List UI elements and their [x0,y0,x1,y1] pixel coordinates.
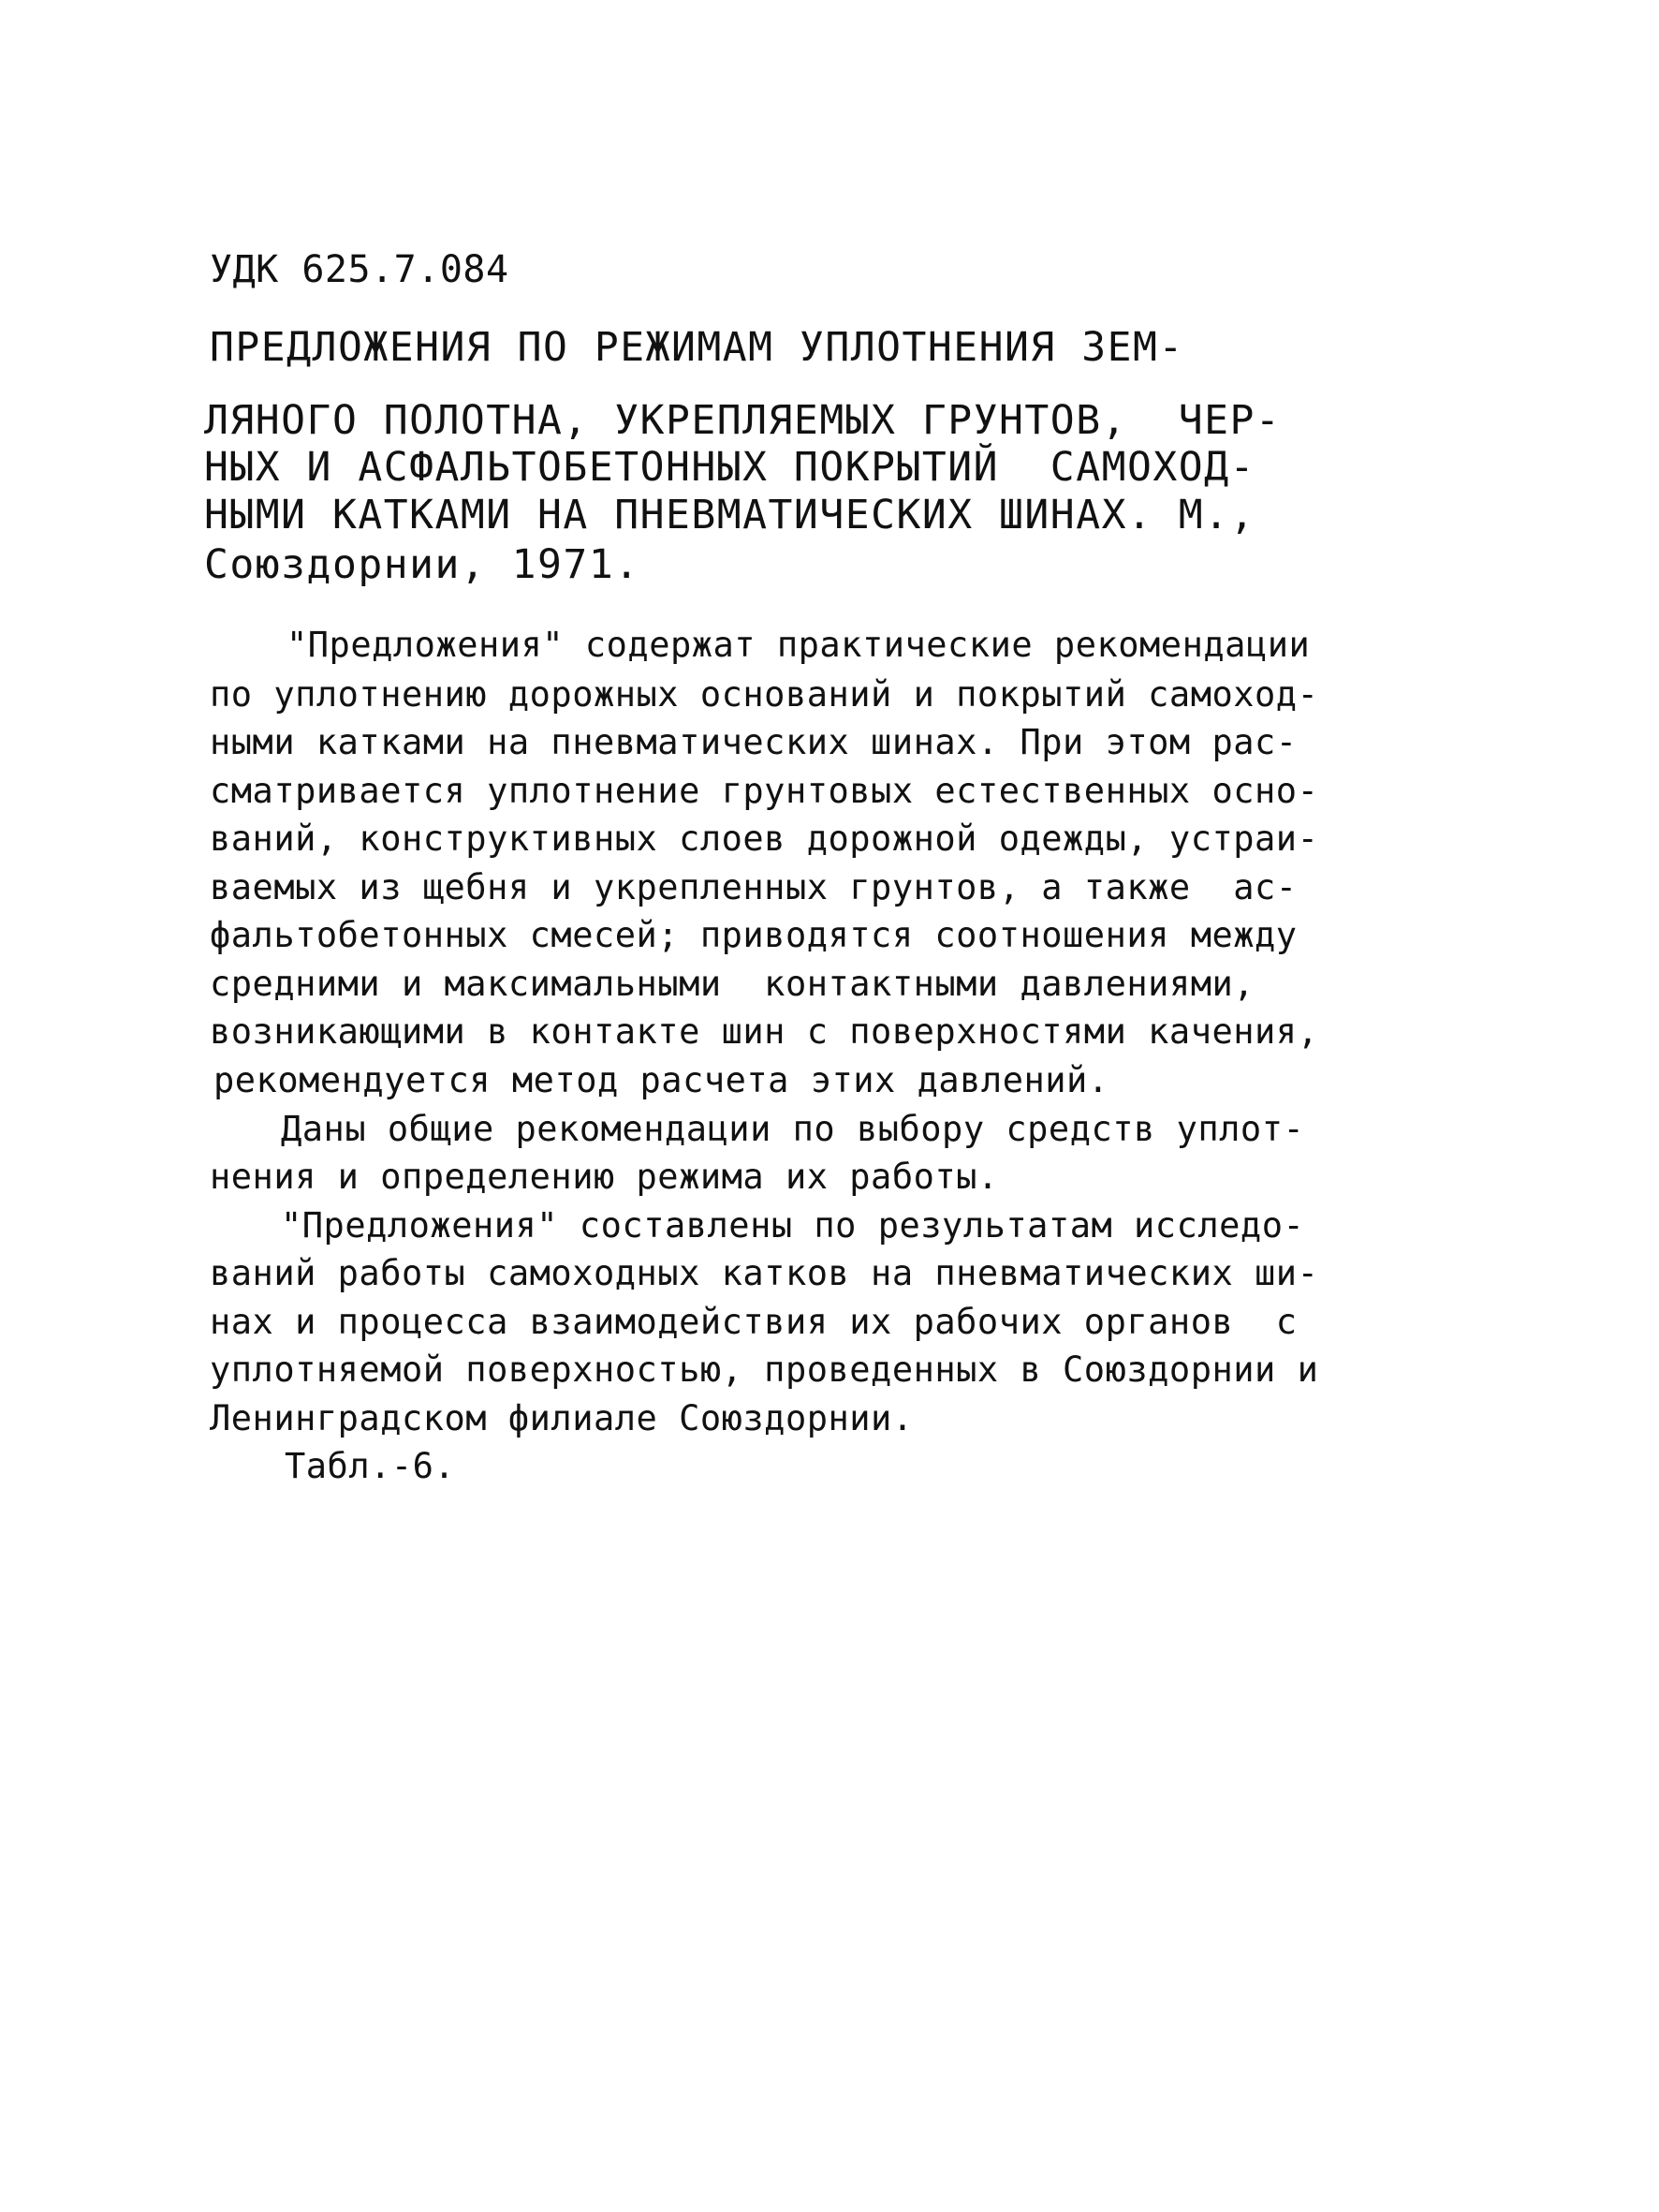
title-line: НЫМИ КАТКАМИ НА ПНЕВМАТИЧЕСКИХ ШИНАХ. М., [204,492,1255,538]
abstract-line: ваний работы самоходных катков на пневматических ши- [210,1253,1319,1293]
abstract-line: "Предложения" составлены по результатам исследо- [281,1205,1305,1246]
abstract-line: нах и процесса взаимодействия их рабочих органов с [210,1302,1298,1342]
title-line: НЫХ И АСФАЛЬТОБЕТОННЫХ ПОКРЫТИЙ САМОХОД- [204,444,1255,491]
abstract-line: Ленинградском филиале Союздорнии. [210,1398,914,1438]
abstract-line: нения и определению режима их работы. [210,1157,999,1197]
abstract-line: сматривается уплотнение грунтовых естественных осно- [210,771,1319,811]
abstract-line: Табл.-6. [285,1446,456,1486]
abstract-line: ваний, конструктивных слоев дорожной одежды, устраи- [210,818,1319,859]
abstract-line: ными катками на пневматических шинах. При этом рас- [210,722,1298,762]
abstract-line: Даны общие рекомендации по выбору средств уплот- [281,1109,1305,1149]
abstract-line: фальтобетонных смесей; приводятся соотношения между [210,915,1298,955]
abstract-line: по уплотнению дорожных оснований и покрытий самоход- [210,674,1319,715]
udk-code: УДК 625.7.084 [210,248,509,291]
title-line: Союздорнии, 1971. [204,541,640,588]
abstract-line: ваемых из щебня и укрепленных грунтов, а также ас- [210,867,1298,907]
abstract-line: рекомендуется метод расчета этих давлений. [213,1060,1109,1100]
abstract-line: "Предложения" содержат практические рекомендации [286,625,1311,665]
abstract-line: возникающими в контакте шин с поверхностями качения, [210,1011,1319,1052]
title-line: ЛЯНОГО ПОЛОТНА, УКРЕПЛЯЕМЫХ ГРУНТОВ, ЧЕР- [204,397,1282,444]
abstract-line: средними и максимальными контактными давлениями, [210,964,1255,1004]
abstract-line: уплотняемой поверхностью, проведенных в Союздорнии и [210,1349,1319,1390]
title-line: ПРЕДЛОЖЕНИЯ ПО РЕЖИМАМ УПЛОТНЕНИЯ ЗЕМ- [210,324,1184,371]
